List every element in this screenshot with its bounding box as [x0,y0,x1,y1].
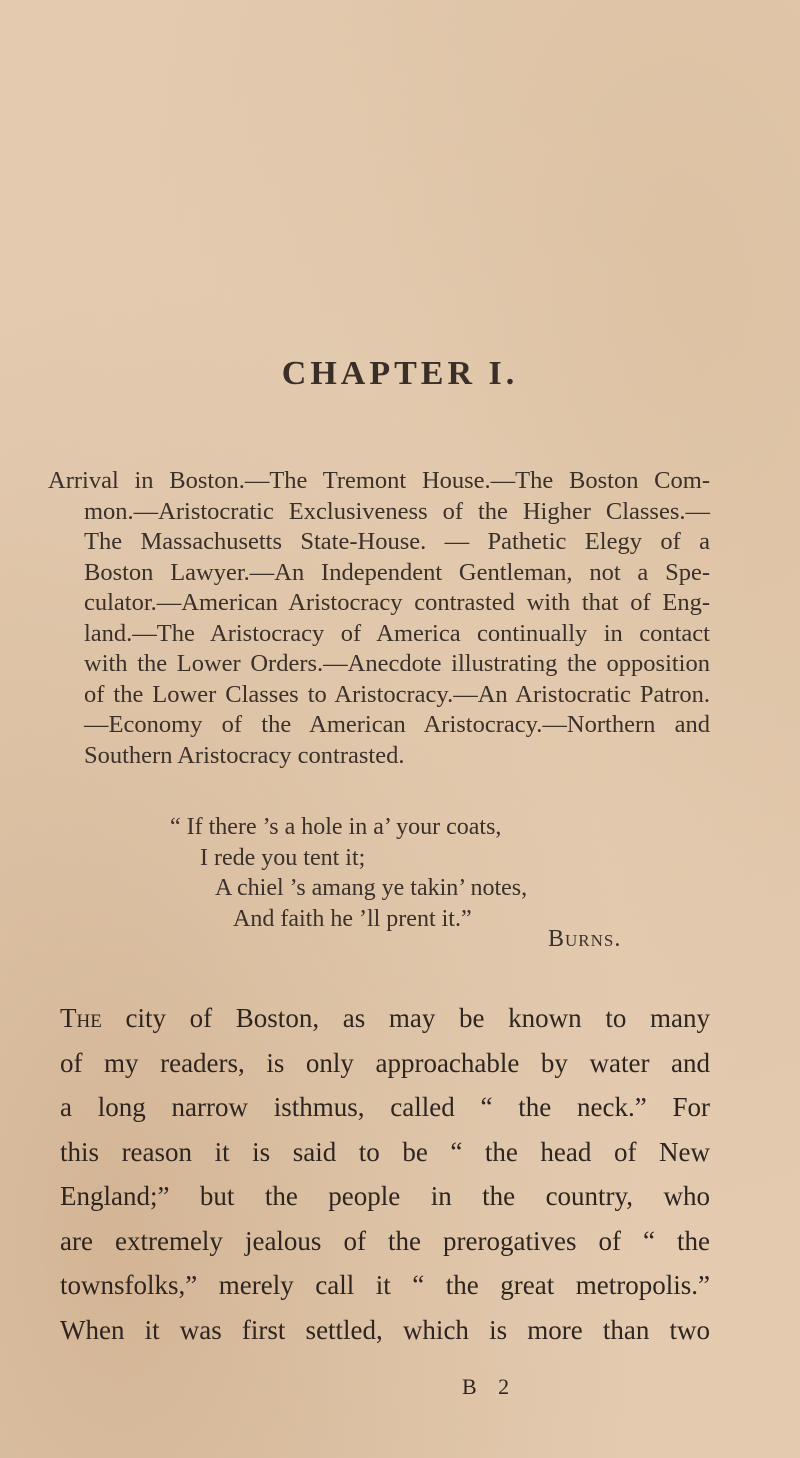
synopsis-line: Boston Lawyer.—An Independent Gentleman, not a Spe- [84,558,710,586]
body-line: townsfolks,” merely call it “ the great metropolis.” [60,1270,710,1300]
synopsis-line: Arrival in Boston.—The Tremont House.—The Boston Com- [48,467,710,494]
synopsis-line: land.—The Aristocracy of America continually in contact [84,619,710,647]
verse-line: “ If there ’s a hole in a’ your coats, [170,814,502,840]
body-line: are extremely jealous of the prerogatives of “ the [60,1225,710,1256]
body-line: of my readers, is only approachable by water and [60,1047,710,1078]
verse-line: A chiel ’s amang ye takin’ notes, [215,875,528,901]
chapter-body [60,996,710,1352]
body-line-text: city of Boston, as may be known to many [101,1003,710,1033]
body-line: When it was first settled, which is more than two [60,1314,710,1345]
drop-word: The [60,1003,102,1033]
synopsis-line: of the Lower Classes to Aristocracy.—An Aristocratic Patron. [84,680,710,708]
synopsis-line: —Economy of the American Aristocracy.—Northern and [84,711,710,738]
synopsis-line: culator.—American Aristocracy contrasted with that of Eng- [84,589,710,616]
epigraph-verse [170,812,527,934]
body-line: England;” but the people in the country, who [60,1181,710,1211]
signature-mark: B 2 [462,1374,518,1399]
body-line: this reason it is said to be “ the head of New [60,1136,710,1167]
chapter-heading: CHAPTER I. [281,355,519,392]
body-line: a long narrow isthmus, called “ the neck.” For [60,1092,710,1122]
chapter-synopsis [50,466,710,771]
epigraph-attribution [548,926,621,953]
verse-line: And faith he ’ll prent it.” [233,905,472,932]
synopsis-line: mon.—Aristocratic Exclusiveness of the Higher Classes.— [84,497,710,525]
verse-line: I rede you tent it; [200,844,366,871]
attribution-author: Burns. [548,926,622,952]
synopsis-line: Southern Aristocracy contrasted. [84,741,405,769]
body-line [60,996,710,1041]
synopsis-line: with the Lower Orders.—Anecdote illustrating the opposition [84,650,710,677]
synopsis-line: The Massachusetts State-House. — Pathetic Elegy of a [84,528,710,555]
